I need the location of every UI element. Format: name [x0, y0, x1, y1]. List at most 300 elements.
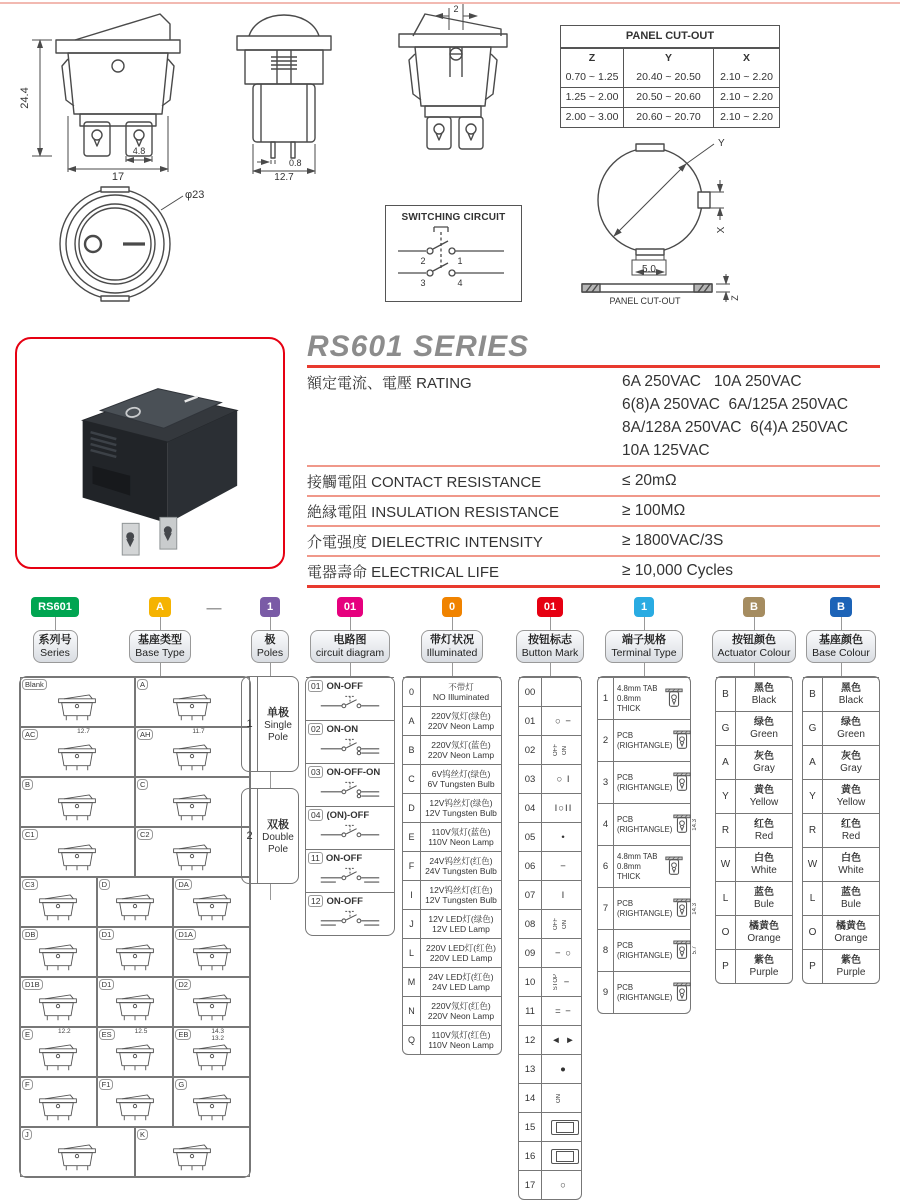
button-mark-code: 11: [519, 997, 542, 1025]
button-mark-code: 02: [519, 736, 542, 764]
colour-cn: 蓝色: [754, 886, 774, 898]
button-mark-option: [519, 1141, 581, 1170]
colour-text: [736, 848, 792, 881]
base-type-cell: [20, 1077, 97, 1127]
rocker-switch-glyph: [54, 1141, 100, 1175]
illuminated-cn: 不带灯: [448, 682, 474, 692]
button-mark-code: 06: [519, 852, 542, 880]
base-type-cell: [97, 977, 174, 1027]
switching-circuit-diagram: [386, 223, 516, 291]
base-type-cell: [135, 1127, 250, 1177]
terminal-description: [614, 852, 664, 882]
circuit-head: [308, 809, 392, 821]
round-front-view-drawing: [35, 184, 210, 306]
terminal-description: [614, 815, 672, 835]
button-mark-option: [519, 880, 581, 909]
rocker-switch-glyph: [54, 791, 100, 825]
pole-code: 1: [242, 677, 258, 771]
base-type-cell: [173, 1027, 250, 1077]
colour-option: [803, 677, 879, 711]
base-type-dim: 12.7: [77, 728, 90, 735]
colour-cn: 红色: [754, 818, 774, 830]
rocker-switch-glyph: [112, 891, 158, 925]
illuminated-option: [403, 909, 501, 938]
colour-code: A: [803, 746, 823, 779]
pole-option: [241, 788, 299, 884]
base-type-code: D1: [99, 929, 115, 940]
terminal-figure: [672, 937, 698, 965]
cell-y: 20.60 ~ 20.70: [623, 108, 713, 127]
illuminated-code: C: [403, 765, 421, 793]
pole-cn: 单极: [267, 707, 289, 719]
illuminated-text: [421, 678, 501, 706]
cell-x: 2.10 ~ 2.20: [713, 88, 779, 107]
colour-cn: 橘黄色: [836, 920, 866, 932]
colour-en: White: [751, 864, 777, 876]
terminal-line2: (RIGHTANGLE): [617, 740, 673, 750]
colour-code: Y: [716, 780, 736, 813]
terminal-line2: (RIGHTANGLE): [617, 824, 673, 834]
ordering-column-base-colour: [800, 597, 882, 984]
colour-text: [823, 882, 879, 915]
dim-height: 24.4: [19, 87, 31, 109]
side-view2-drawing: [363, 2, 521, 168]
terminal-line1: PCB: [617, 814, 634, 824]
panel-cutout-drawing: [578, 136, 748, 308]
base-type-code: D: [99, 879, 110, 890]
terminal-4: 4: [457, 278, 463, 288]
cell-z: 0.70 ~ 1.25: [565, 71, 619, 83]
button-mark-option: [519, 967, 581, 996]
rocker-switch-glyph: [112, 1091, 158, 1125]
button-mark-text: ○ −: [555, 715, 572, 727]
base-type-cell: [20, 927, 97, 977]
terminal-description: [614, 941, 672, 961]
colour-option: [716, 847, 792, 881]
colour-option: [716, 915, 792, 949]
colour-option: [803, 813, 879, 847]
colour-option: [803, 847, 879, 881]
connector-line: [270, 884, 271, 900]
base-type-dim: 12.2: [58, 1028, 71, 1035]
colour-cn: 白色: [754, 852, 774, 864]
ordering-column-circuit: [305, 597, 395, 936]
button-mark-symbol: [542, 939, 581, 967]
button-mark-symbol: [542, 1171, 581, 1199]
illuminated-cn: 220V氖灯(蓝色): [431, 740, 491, 750]
label-en: Base Colour: [812, 647, 870, 659]
panel-cutout-table-body: [561, 68, 779, 127]
colour-en: Bule: [840, 898, 861, 910]
side-view-drawing: [213, 4, 355, 183]
button-mark-symbol: [542, 852, 581, 880]
circuit-table: [305, 676, 395, 936]
colour-code: A: [716, 746, 736, 779]
colour-option: [716, 881, 792, 915]
button-mark-text: −: [560, 860, 567, 872]
connector-line: [644, 663, 645, 676]
pole-cn: 双极: [267, 819, 289, 831]
base-type-code: J: [22, 1129, 32, 1140]
product-photo: [31, 347, 269, 559]
terminal-option: [598, 677, 690, 719]
label-en: Series: [40, 647, 70, 659]
illuminated-option: [403, 1025, 501, 1054]
illuminated-code: A: [403, 707, 421, 735]
button-mark-symbol: [542, 968, 581, 996]
terminal-description: [614, 773, 672, 793]
ordering-code-dash: —: [206, 600, 222, 617]
rocker-switch-glyph: [189, 941, 235, 975]
connector-line: [452, 663, 453, 676]
colour-cn: 黑色: [841, 682, 861, 694]
actuator-colour-code-badge: B: [743, 597, 765, 617]
spec-value-line: ≤ 20mΩ: [622, 472, 677, 489]
base-type-code: C1: [22, 829, 38, 840]
base-type-cell: [97, 877, 174, 927]
terminal-line1: PCB: [617, 898, 634, 908]
illuminated-cn: 6V钨丝灯(绿色): [431, 769, 491, 779]
base-type-cell: [97, 927, 174, 977]
illuminated-code: J: [403, 910, 421, 938]
circuit-label: ON-OFF-ON: [326, 766, 381, 778]
colour-cn: 黄色: [841, 784, 861, 796]
colour-en: Gray: [840, 762, 862, 774]
terminal-table: [597, 676, 699, 1014]
connector-line: [270, 663, 271, 676]
button-mark-symbol: [542, 1084, 581, 1112]
colour-option: [716, 677, 792, 711]
label-cn: 带灯状况: [430, 634, 474, 646]
colour-text: [736, 780, 792, 813]
button-mark-text: − ○: [555, 947, 572, 959]
pole-text: [258, 789, 298, 883]
terminal-description: [614, 899, 672, 919]
button-mark-code: 17: [519, 1171, 542, 1199]
front-view-drawing: [18, 4, 204, 183]
label-en: Actuator Colour: [717, 647, 791, 659]
label-cn: 系列号: [38, 634, 72, 646]
pole-en: Single Pole: [264, 720, 292, 743]
button-mark-option: [519, 735, 581, 764]
label-cn: 基座类型: [138, 634, 182, 646]
colour-option: [716, 745, 792, 779]
pole-option-wrap: [241, 676, 299, 788]
button-mark-rotated-text: ON: [556, 1093, 562, 1103]
base-type-code: F: [22, 1079, 33, 1090]
spec-row: [307, 467, 880, 497]
spec-row: [307, 557, 880, 588]
illuminated-en: 24V Tungsten Bulb: [425, 866, 497, 876]
illuminated-en: 220V Neon Lamp: [427, 750, 495, 760]
connector-line: [350, 663, 351, 676]
base-type-code: A: [137, 679, 148, 690]
colour-en: Yellow: [749, 796, 779, 808]
colour-text: [736, 712, 792, 745]
pole-option: [241, 676, 299, 772]
illuminated-code: F: [403, 852, 421, 880]
colour-code: B: [716, 678, 736, 711]
terminal-option: [598, 971, 690, 1013]
illuminated-option: [403, 764, 501, 793]
button-mark-code: 05: [519, 823, 542, 851]
dim-depth: 12.7: [274, 172, 294, 183]
spec-value: [622, 559, 880, 582]
circuit-code: 11: [308, 852, 323, 864]
illuminated-option: [403, 851, 501, 880]
spec-value-line: 10A 125VAC: [622, 442, 710, 459]
colour-code: W: [803, 848, 823, 881]
terminal-line1: PCB: [617, 982, 634, 992]
circuit-head: [308, 723, 392, 735]
terminal-dim: 5.7: [692, 946, 699, 955]
dim-width: 17: [111, 171, 125, 183]
colour-en: Gray: [753, 762, 775, 774]
colour-code: G: [803, 712, 823, 745]
circuit-head: [308, 895, 392, 907]
terminal-option: [598, 845, 690, 887]
rocker-switch-glyph: [54, 741, 100, 775]
connector-line: [550, 663, 551, 676]
circuit-symbol: [317, 694, 383, 712]
spec-value: [622, 499, 880, 522]
button-mark-symbol: [542, 765, 581, 793]
base-type-dim: 14.3: [211, 1028, 224, 1035]
circuit-code: 03: [308, 766, 323, 778]
rocker-switch-glyph: [35, 991, 81, 1025]
terminal-figure: [672, 811, 698, 839]
terminal-option: [598, 761, 690, 803]
actuator-colour-table: [715, 676, 793, 984]
colour-option: [716, 949, 792, 983]
colour-cn: 蓝色: [841, 886, 861, 898]
illuminated-text: [421, 1026, 501, 1054]
illuminated-text: [421, 881, 501, 909]
circuit-code: 04: [308, 809, 323, 821]
terminal-3: 3: [420, 278, 426, 288]
label-cn: 极: [264, 634, 276, 646]
ordering-column-button-mark: [518, 597, 582, 1200]
rocker-switch-glyph: [189, 991, 235, 1025]
colour-code: Y: [803, 780, 823, 813]
spec-row: [307, 527, 880, 557]
base-type-code: F1: [99, 1079, 114, 1090]
illuminated-en: 6V Tungsten Bulb: [427, 779, 495, 789]
base-type-cell: [20, 777, 135, 827]
terminal-option: [598, 719, 690, 761]
circuit-head: [308, 852, 392, 864]
colour-cn: 紫色: [754, 954, 774, 966]
base-type-cell: [135, 777, 250, 827]
button-mark-option: [519, 1054, 581, 1083]
circuit-head: [308, 680, 392, 692]
colour-option: [803, 881, 879, 915]
button-mark-code: 12: [519, 1026, 542, 1054]
illuminated-option: [403, 793, 501, 822]
colour-option: [716, 711, 792, 745]
label-en: circuit diagram: [315, 647, 385, 659]
illuminated-text: [421, 852, 501, 880]
dim-diameter: φ23: [185, 189, 205, 201]
dim-travel: 2: [453, 4, 459, 14]
terminal-label-box: [605, 630, 682, 663]
terminal-line1: 4.8mm TAB: [617, 683, 658, 693]
button-mark-option: [519, 706, 581, 735]
colour-text: [823, 746, 879, 779]
poles-label-box: [251, 630, 289, 663]
connector-line: [160, 663, 161, 676]
spec-value-line: 6A 250VAC 10A 250VAC: [622, 373, 802, 390]
base-type-code: Blank: [22, 679, 47, 690]
label-en: Base Type: [135, 647, 185, 659]
circuit-symbol: [317, 909, 383, 927]
button-mark-option: [519, 677, 581, 706]
terminal-icon: [672, 979, 692, 1007]
base-type-cell: [20, 977, 97, 1027]
terminal-icon: [664, 685, 684, 713]
base-type-code: C3: [22, 879, 38, 890]
base-type-code: D1A: [175, 929, 196, 940]
illuminated-code: Q: [403, 1026, 421, 1054]
panel-cutout-table-title: PANEL CUT-OUT: [561, 26, 779, 48]
illuminated-text: [421, 997, 501, 1025]
illuminated-en: 220V Neon Lamp: [427, 721, 495, 731]
button-mark-symbol: [542, 736, 581, 764]
illuminated-text: [421, 736, 501, 764]
base-type-cell: [20, 1027, 97, 1077]
circuit-label: ON-ON: [326, 723, 359, 735]
illuminated-text: [421, 939, 501, 967]
label-cn: 电路图: [333, 634, 367, 646]
illuminated-en: NO Illuminated: [432, 692, 490, 702]
colour-code: W: [716, 848, 736, 881]
cell-z: 1.25 ~ 2.00: [565, 91, 619, 103]
base-type-code: C2: [137, 829, 153, 840]
button-mark-text: ○: [560, 1179, 567, 1191]
col-z: Z: [588, 52, 596, 64]
colour-text: [823, 678, 879, 711]
spec-table: [307, 368, 880, 588]
colour-option: [716, 779, 792, 813]
base-type-code: B: [22, 779, 33, 790]
terminal-line2: (RIGHTANGLE): [617, 908, 673, 918]
rocker-switch-glyph: [54, 691, 100, 725]
base-type-cell: [135, 677, 250, 727]
colour-option: [803, 745, 879, 779]
colour-text: [823, 814, 879, 847]
terminal-code: 9: [598, 972, 614, 1013]
base-type-code: DB: [22, 929, 38, 940]
terminal-line1: PCB: [617, 730, 634, 740]
base-type-cell: [20, 1127, 135, 1177]
terminal-line2: 0.8mm THICK: [617, 693, 641, 713]
illuminated-en: 220V LED Lamp: [429, 953, 493, 963]
button-mark-symbol: [542, 997, 581, 1025]
base-type-code: AC: [22, 729, 38, 740]
base-type-code: D1B: [22, 979, 43, 990]
connector-line: [270, 772, 271, 788]
colour-text: [823, 848, 879, 881]
colour-en: Bule: [753, 898, 774, 910]
rocker-switch-glyph: [169, 841, 215, 875]
pole-option-wrap: [241, 788, 299, 900]
button-mark-symbol: [542, 1142, 581, 1170]
base-type-cell: [135, 827, 250, 877]
base-type-code: D2: [175, 979, 191, 990]
colour-en: Orange: [834, 932, 868, 944]
illuminated-en: 110V Neon Lamp: [428, 837, 494, 847]
connector-line: [841, 663, 842, 676]
base-type-code: C: [137, 779, 148, 790]
label-y: Y: [718, 138, 725, 149]
colour-text: [736, 916, 792, 949]
table-row: [561, 68, 779, 87]
rocker-switch-glyph: [169, 791, 215, 825]
terminal-icon: [672, 769, 692, 797]
switching-circuit-title: SWITCHING CIRCUIT: [401, 212, 506, 223]
base-type-cell: [173, 927, 250, 977]
colour-en: White: [838, 864, 864, 876]
button-mark-code: 10: [519, 968, 542, 996]
button-mark-option: [519, 851, 581, 880]
illuminated-en: 220V Neon Lamp: [427, 1011, 495, 1021]
col-x: X: [713, 49, 779, 68]
rocker-switch-glyph: [112, 1041, 158, 1075]
rocker-switch-glyph: [189, 1091, 235, 1125]
colour-option: [803, 711, 879, 745]
button-mark-symbol: [542, 910, 581, 938]
illuminated-text: [421, 823, 501, 851]
base-type-cell: [20, 727, 135, 777]
connector-line: [160, 617, 161, 630]
label-cn: 按钮标志: [528, 634, 572, 646]
colour-code: B: [803, 678, 823, 711]
terminal-figure: [664, 853, 690, 881]
circuit-code: 02: [308, 723, 323, 735]
illuminated-cn: 12V钨丝灯(红色): [429, 885, 493, 895]
terminal-line1: 4.8mm TAB: [617, 851, 658, 861]
connector-line: [754, 617, 755, 630]
table-row: [561, 87, 779, 107]
colour-en: Green: [837, 728, 865, 740]
spec-value-line: 6(8)A 250VAC 6A/125A 250VAC: [622, 396, 849, 413]
base-type-code: DA: [175, 879, 191, 890]
illuminated-option: [403, 706, 501, 735]
spec-value: [622, 469, 880, 492]
circuit-label: ON-OFF: [325, 852, 363, 864]
colour-en: Purple: [749, 966, 779, 978]
connector-line: [270, 617, 271, 630]
spec-row: [307, 368, 880, 467]
button-mark-code: 15: [519, 1113, 542, 1141]
button-mark-symbol: [542, 881, 581, 909]
col-y: Y: [623, 49, 713, 68]
colour-text: [736, 814, 792, 847]
button-mark-code: 01: [519, 707, 542, 735]
poles-code-badge: 1: [260, 597, 280, 617]
illuminated-text: [421, 794, 501, 822]
spec-value-line: ≥ 10,000 Cycles: [622, 562, 734, 579]
circuit-code-badge: 01: [337, 597, 363, 617]
button-mark-rotated-text: OFF: [552, 918, 559, 930]
illuminated-option: [403, 677, 501, 706]
pole-en: Double Pole: [262, 832, 294, 855]
cell-y: 20.40 ~ 20.50: [623, 68, 713, 87]
circuit-code: 12: [308, 895, 323, 907]
base-type-code: K: [137, 1129, 148, 1140]
circuit-label: (ON)-OFF: [326, 809, 370, 821]
illuminated-cn: 110V氖灯(蓝色): [431, 827, 491, 837]
